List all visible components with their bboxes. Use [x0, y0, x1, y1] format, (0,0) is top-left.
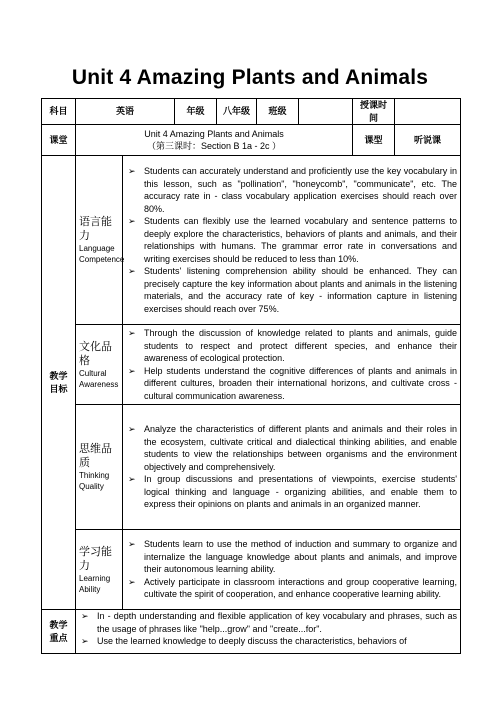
objective-items-learning [123, 530, 461, 610]
lesson-topic [76, 125, 353, 156]
objective-items-language [123, 156, 461, 325]
objective-row-language [42, 156, 461, 325]
lesson-type-value: 听说课 [395, 125, 461, 156]
objective-category-language: 语言能力 Language Competence [76, 156, 123, 325]
objective-row-thinking [42, 405, 461, 530]
objective-items-cultural [123, 325, 461, 405]
objective-category-learning: 学习能力 Learning Ability [76, 530, 123, 610]
lesson-title: Unit 4 Amazing Plants and Animals [144, 129, 284, 139]
bullet-arrow-icon: ➢ [128, 328, 136, 338]
grade-label: 年级 [175, 99, 217, 125]
class-value [299, 99, 353, 125]
subject-value: 英语 [76, 99, 175, 125]
list-item: ➢ Students learn to use the method of induction and summary to organize and internalize the language knowledge about plants and animals, and improve their autonomous learning ability. [128, 539, 458, 575]
key-points-row [42, 610, 461, 654]
objective-category-thinking: 思维品质 Thinking Quality [76, 405, 123, 530]
objective-row-learning [42, 530, 461, 610]
lesson-label: 课堂 [42, 125, 76, 156]
objective-items-thinking [123, 405, 461, 530]
header-row [42, 99, 461, 125]
bullet-arrow-icon: ➢ [128, 166, 136, 176]
list-item: ➢ Analyze the characteristics of different plants and animals and their roles in the ecosystem, cultivate critical and dialectical thinking abilities, and enable students to view the relationships between organisms and the environment objectively and comprehensively. [128, 424, 458, 472]
objective-row-cultural [42, 325, 461, 405]
bullet-arrow-icon: ➢ [128, 474, 136, 485]
list-item: ➢ Through the discussion of knowledge related to plants and animals, guide students to respect and protect different species, and enhance their awareness of ecological protection. [128, 328, 458, 363]
lesson-type-label: 课型 [353, 125, 395, 156]
subject-label: 科目 [42, 99, 76, 125]
bullet-arrow-icon: ➢ [128, 539, 136, 550]
page-title: Unit 4 Amazing Plants and Animals [71, 66, 429, 89]
list-item: ➢ Help students understand the cognitive differences of plants and animals in different cultures, broaden their international horizons, and cultivate cross - cultural communication awareness. [128, 365, 458, 401]
time-label: 授课时间 [353, 99, 395, 125]
bullet-arrow-icon: ➢ [128, 424, 136, 435]
list-item: ➢ Students' listening comprehension ability should be enhanced. They can precisely capture the key information about plants and animals in the listening materials, and the accuracy rate of key - information capture in listening exercises should reach over 75%. [128, 266, 458, 314]
key-points-label: 教学 重点 [42, 610, 76, 654]
list-item: ➢ Use the learned knowledge to deeply discuss the characteristics, behaviors of [81, 636, 407, 646]
class-label: 班级 [257, 99, 299, 125]
list-item: ➢ Actively participate in classroom interactions and group cooperative learning, cultivate the spirit of cooperation, and enhance cooperative learning ability. [128, 576, 458, 600]
list-item: ➢ In - depth understanding and flexible application of key vocabulary and phrases, such as the usage of phrases like "help...grow" and "create...for". [81, 611, 458, 634]
bullet-arrow-icon: ➢ [128, 216, 136, 226]
list-item: ➢ In group discussions and presentations of viewpoints, exercise students' logical thinking and language - organizing abilities, and enable them to express their opinions on plants and animals in an organized manner. [128, 474, 458, 510]
lesson-row [42, 125, 461, 156]
time-value [395, 99, 461, 125]
grade-value: 八年级 [217, 99, 257, 125]
list-item: ➢ Students can accurately understand and proficiently use the key vocabulary in this lesson, such as "pollination", "honeycomb", "communicate", etc. The accuracy rate in - class vocabulary application exercises should reach over 80%. [128, 166, 458, 214]
bullet-arrow-icon: ➢ [81, 636, 89, 646]
lesson-period: （第三课时：Section B 1a - 2c ） [146, 141, 282, 151]
bullet-arrow-icon: ➢ [128, 365, 136, 376]
bullet-arrow-icon: ➢ [128, 576, 136, 587]
lesson-plan-table [41, 98, 461, 654]
key-points-items [76, 610, 461, 654]
bullet-arrow-icon: ➢ [128, 266, 136, 276]
objectives-label: 教学 目标 [42, 156, 76, 610]
list-item: ➢ Students can flexibly use the learned vocabulary and sentence patterns to deeply explore the characteristics, behaviors of plants and animals, and their relationships with humans. The grammar error rate in conversations and writing exercises should be reduced to less than 10%. [128, 216, 458, 264]
objective-category-cultural: 文化品格 Cultural Awareness [76, 325, 123, 405]
bullet-arrow-icon: ➢ [81, 611, 89, 621]
